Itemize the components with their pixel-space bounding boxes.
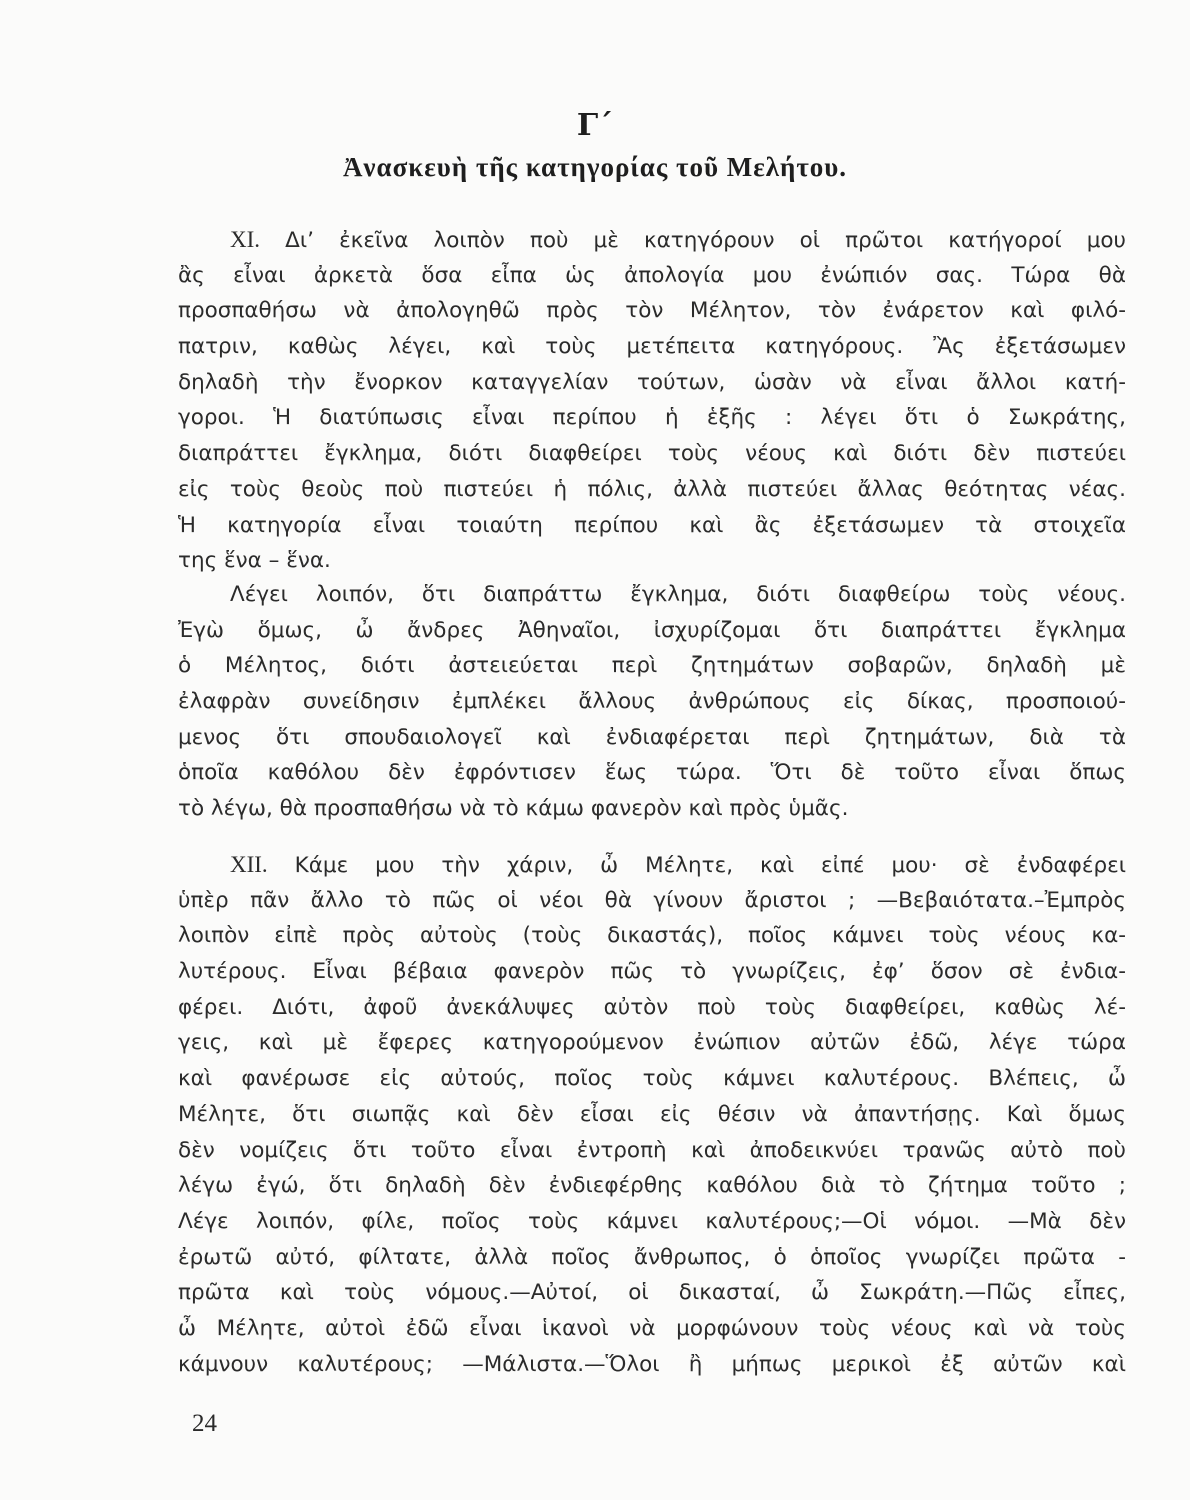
text-line: XI. Δι’ ἐκεῖνα λοιπὸν ποὺ μὲ κατηγόρουν οἱ πρῶτοι κατήγοροί μου — [230, 227, 1126, 253]
text-line: Ἐγὼ ὅμως, ὦ ἄνδρες Ἀθηναῖοι, ἰσχυρίζομαι ὅτι διαπράττει ἔγκλημα — [178, 617, 1126, 643]
text-line: κάμνουν καλυτέρους; —Μάλιστα.—Ὅλοι ἢ μήπως μερικοὶ ἐξ αὐτῶν καὶ — [178, 1351, 1126, 1377]
text-line: Μέλητε, ὅτι σιωπᾷς καὶ δὲν εἶσαι εἰς θέσιν νὰ ἀπαντήσῃς. Καὶ ὅμως — [178, 1101, 1126, 1127]
text-line: της ἕνα – ἕνα. — [178, 548, 331, 574]
text-line: ἐρωτῶ αὐτό, φίλτατε, ἀλλὰ ποῖος ἄνθρωπος, ὁ ὁποῖος γνωρίζει πρῶτα - — [178, 1244, 1126, 1270]
text-line: τὸ λέγω, θὰ προσπαθήσω νὰ τὸ κάμω φανερὸν καὶ πρὸς ὑμᾶς. — [178, 796, 849, 822]
paragraph-xi — [178, 222, 1126, 579]
text-line: δὲν νομίζεις ὅτι τοῦτο εἶναι ἐντροπὴ καὶ ἀποδεικνύει τρανῶς αὐτὸ ποὺ — [178, 1137, 1126, 1163]
text-line: ὦ Μέλητε, αὐτοὶ ἐδῶ εἶναι ἱκανοὶ νὰ μορφώνουν τοὺς νέους καὶ νὰ τοὺς — [178, 1315, 1126, 1341]
paragraph-number: XII. — [230, 852, 268, 877]
text-line: ὁ Μέλητος, διότι ἀστειεύεται περὶ ζητημάτων σοβαρῶν, δηλαδὴ μὲ — [178, 653, 1126, 679]
text-line: ἂς εἶναι ἀρκετὰ ὅσα εἶπα ὡς ἀπολογία μου ἐνώπιόν σας. Τώρα θὰ — [178, 262, 1126, 288]
paragraph-number: XI. — [230, 227, 261, 252]
text-line: λοιπὸν εἰπὲ πρὸς αὐτοὺς (τοὺς δικαστάς), ποῖος κάμνει τοὺς νέους κα- — [178, 923, 1126, 949]
text-line: ὁποῖα καθόλου δὲν ἐφρόντισεν ἕως τώρα. Ὅτι δὲ τοῦτο εἶναι ὅπως — [178, 760, 1126, 786]
text-line: Λέγε λοιπόν, φίλε, ποῖος τοὺς κάμνει καλυτέρους;—Οἱ νόμοι. —Μὰ δὲν — [178, 1208, 1126, 1234]
text-line: γεις, καὶ μὲ ἔφερες κατηγορούμενον ἐνώπιον αὐτῶν ἐδῶ, λέγε τώρα — [178, 1030, 1126, 1056]
page-number: 24 — [192, 1410, 217, 1437]
text-line: λυτέρους. Εἶναι βέβαια φανερὸν πῶς τὸ γνωρίζεις, ἐφ’ ὅσον σὲ ἐνδια- — [178, 959, 1126, 985]
chapter-title: Ἀνασκευὴ τῆς κατηγορίας τοῦ Μελήτου. — [342, 152, 848, 182]
text-line: διαπράττει ἔγκλημα, διότι διαφθείρει τοὺς νέους καὶ διότι δὲν πιστεύει — [178, 441, 1126, 467]
text-line: εἰς τοὺς θεοὺς ποὺ πιστεύει ἡ πόλις, ἀλλὰ πιστεύει ἄλλας θεότητας νέας. — [178, 476, 1126, 502]
text-line: Λέγει λοιπόν, ὅτι διαπράττω ἔγκλημα, διότι διαφθείρω τοὺς νέους. — [230, 582, 1126, 607]
text-line: πατριν, καθὼς λέγει, καὶ τοὺς μετέπειτα κατηγόρους. Ἂς ἐξετάσωμεν — [178, 334, 1126, 360]
text-line: προσπαθήσω νὰ ἀπολογηθῶ πρὸς τὸν Μέλητον, τὸν ἐνάρετον καὶ φιλό- — [178, 298, 1126, 324]
text-line: XII. Κάμε μου τὴν χάριν, ὦ Μέλητε, καὶ εἰπέ μου· σὲ ἐνδαφέρει — [230, 852, 1126, 878]
text-line: δηλαδὴ τὴν ἔνορκον καταγγελίαν τούτων, ὡσὰν νὰ εἶναι ἄλλοι κατή- — [178, 369, 1126, 395]
paragraph-second — [178, 577, 1126, 827]
text-line: φέρει. Διότι, ἀφοῦ ἀνεκάλυψες αὐτὸν ποὺ τοὺς διαφθείρει, καθὼς λέ- — [178, 994, 1126, 1020]
text-line: πρῶτα καὶ τοὺς νόμους.—Αὐτοί, οἱ δικασταί, ὦ Σωκράτη.—Πῶς εἶπες, — [178, 1280, 1126, 1306]
chapter-letter: Γ΄ — [576, 108, 614, 143]
text-line: καὶ φανέρωσε εἰς αὐτούς, ποῖος τοὺς κάμνει καλυτέρους. Βλέπεις, ὦ — [178, 1066, 1126, 1092]
text-line: λέγω ἐγώ, ὅτι δηλαδὴ δὲν ἐνδιεφέρθης καθόλου διὰ τὸ ζήτημα τοῦτο ; — [178, 1173, 1126, 1199]
text-line: Ἡ κατηγορία εἶναι τοιαύτη περίπου καὶ ἂς ἐξετάσωμεν τὰ στοιχεῖα — [178, 512, 1126, 538]
text-line: γοροι. Ἡ διατύπωσις εἶναι περίπου ἡ ἑξῆς : λέγει ὅτι ὁ Σωκράτης, — [178, 405, 1126, 431]
text-line: ἐλαφρὰν συνείδησιν ἐμπλέκει ἄλλους ἀνθρώπους εἰς δίκας, προσποιού- — [178, 689, 1126, 715]
paragraph-xii — [178, 847, 1126, 1382]
text-line: ὑπὲρ πᾶν ἄλλο τὸ πῶς οἱ νέοι θὰ γίνουν ἄριστοι ; —Βεβαιότατα.–Ἐμπρὸς — [178, 887, 1126, 913]
text-line: μενος ὅτι σπουδαιολογεῖ καὶ ἐνδιαφέρεται περὶ ζητημάτων, διὰ τὰ — [178, 724, 1126, 750]
